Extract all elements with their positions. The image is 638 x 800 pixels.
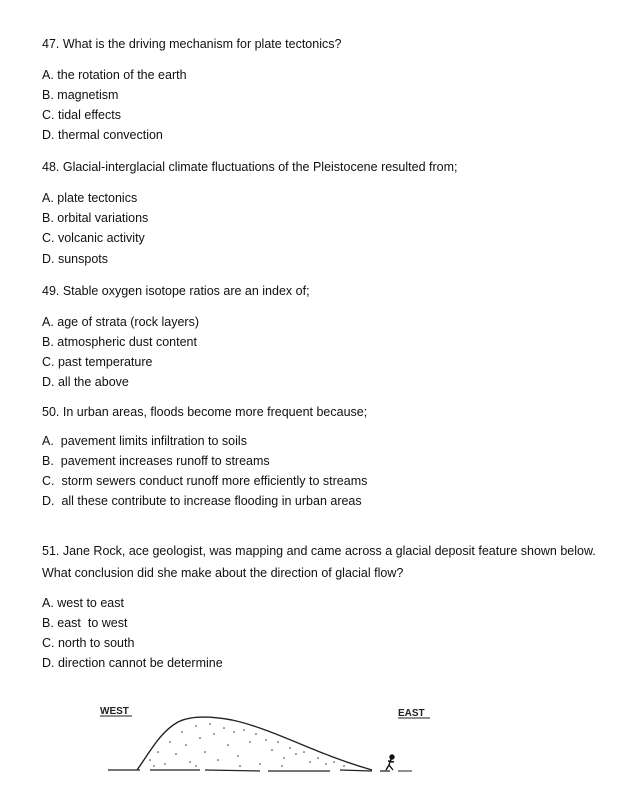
question-48-text: 48. Glacial-interglacial climate fluctuations of the Pleistocene resulted from; — [42, 160, 458, 174]
question-49-text: 49. Stable oxygen isotope ratios are an index of; — [42, 284, 310, 298]
q51-option-d: D. direction cannot be determine — [42, 656, 223, 670]
q47-option-d: D. thermal convection — [42, 128, 163, 142]
q49-option-c: C. past temperature — [42, 355, 153, 369]
q50-option-c: C. storm sewers conduct runoff more efficiently to streams — [42, 474, 368, 488]
q51-option-c: C. north to south — [42, 636, 135, 650]
ground-line — [108, 770, 390, 771]
q48-option-b: B. orbital variations — [42, 211, 149, 225]
q49-option-b: B. atmospheric dust content — [42, 335, 197, 349]
q50-option-a: A. pavement limits infiltration to soils — [42, 434, 247, 448]
deposit-outline — [137, 717, 372, 770]
q47-option-c: C. tidal effects — [42, 108, 121, 122]
glacial-deposit-figure — [0, 690, 638, 797]
q51-option-a: A. west to east — [42, 596, 124, 610]
q50-option-b: B. pavement increases runoff to streams — [42, 454, 270, 468]
q49-option-d: D. all the above — [42, 375, 129, 389]
glacial-deposit-sketch — [0, 690, 638, 797]
q48-option-d: D. sunspots — [42, 252, 109, 266]
q49-option-a: A. age of strata (rock layers) — [42, 315, 200, 329]
q51-option-b: B. east to west — [42, 616, 128, 630]
question-51-text: 51. Jane Rock, ace geologist, was mapping and came across a glacial deposit feature shown below. What conclusion did she make about the direction of glacial flow? — [42, 544, 596, 580]
q47-option-a: A. the rotation of the earth — [42, 68, 187, 82]
question-47-text: 47. What is the driving mechanism for plate tectonics? — [42, 37, 342, 51]
q48-option-c: C. volcanic activity — [42, 231, 145, 245]
q47-option-b: B. magnetism — [42, 88, 119, 102]
question-50-text: 50. In urban areas, floods become more frequent because; — [42, 405, 368, 419]
east-label: EAST — [398, 708, 425, 719]
q48-option-a: A. plate tectonics — [42, 191, 138, 205]
west-label: WEST — [100, 706, 129, 717]
geologist-figure — [386, 755, 394, 770]
deposit-stipple — [149, 723, 345, 767]
q50-option-d: D. all these contribute to increase flooding in urban areas — [42, 494, 362, 508]
